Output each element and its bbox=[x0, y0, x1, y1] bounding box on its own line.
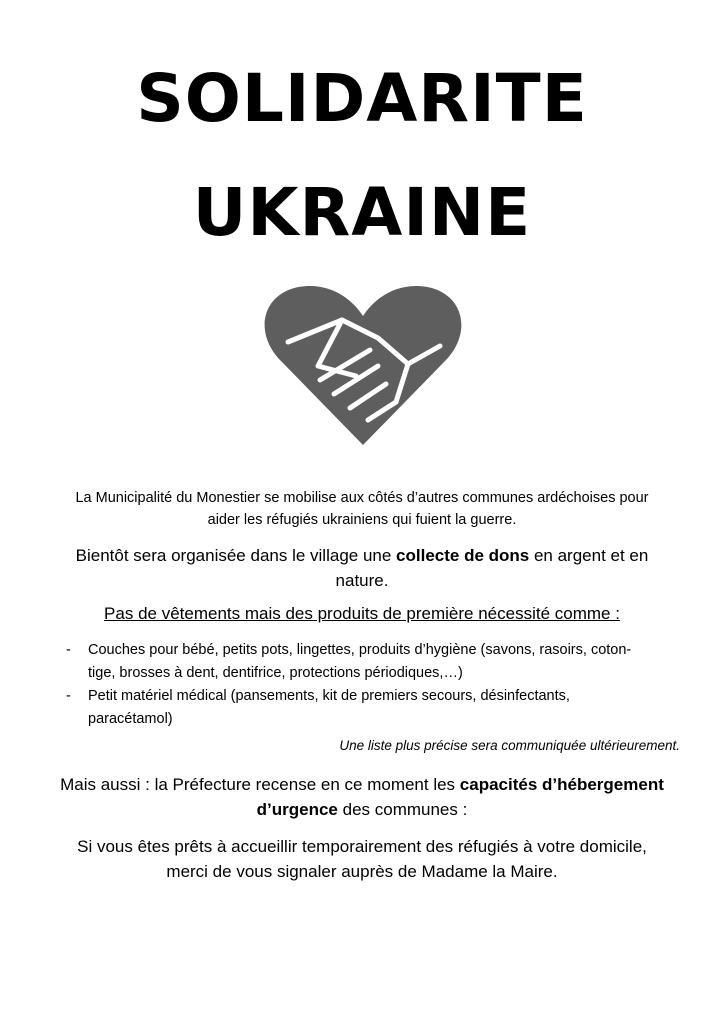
collecte-text-before: Bientôt sera organisée dans le village une bbox=[75, 546, 397, 565]
list-item-1-line-1: Couches pour bébé, petits pots, lingettes, produits d’hygiène (savons, rasoirs, coton- bbox=[88, 642, 632, 658]
si-line-1: Si vous êtes prêts à accueillir temporairement des réfugiés à votre domicile, bbox=[77, 837, 647, 856]
collecte-text-after: en argent et en bbox=[529, 546, 649, 565]
list-item-1-line-2: tige, brosses à dent, dentifrice, protections périodiques,…) bbox=[88, 665, 463, 681]
collecte-bold: collecte de dons bbox=[396, 546, 530, 565]
collecte-paragraph bbox=[40, 543, 684, 593]
heart-handshake-icon bbox=[258, 280, 468, 450]
list-dash: - bbox=[66, 642, 71, 658]
pas-de-vetements-heading: Pas de vêtements mais des produits de première nécessité comme : bbox=[104, 604, 620, 623]
aussi-text-after: des communes : bbox=[337, 800, 468, 819]
list-dash: - bbox=[66, 688, 71, 704]
title-line-2: UKRAINE bbox=[192, 174, 532, 251]
si-line-2: merci de vous signaler auprès de Madame la Maire. bbox=[166, 862, 558, 881]
list-item bbox=[66, 685, 686, 731]
list-item-2-line-2: paracétamol) bbox=[88, 711, 173, 727]
intro-paragraph bbox=[40, 487, 684, 531]
collecte-line-2: nature. bbox=[335, 571, 389, 590]
list-item-2-line-1: Petit matériel médical (pansements, kit de premiers secours, désinfectants, bbox=[88, 688, 570, 704]
aussi-bold-2: d’urgence bbox=[256, 800, 338, 819]
si-paragraph bbox=[40, 834, 684, 884]
aussi-bold-1: capacités d’hébergement bbox=[459, 775, 664, 794]
intro-line-1: La Municipalité du Monestier se mobilise aux côtés d’autres communes ardéchoises pour bbox=[75, 490, 649, 506]
aussi-text-before: Mais aussi : la Préfecture recense en ce moment les bbox=[60, 775, 460, 794]
liste-note: Une liste plus précise sera communiquée ultérieurement. bbox=[339, 738, 680, 753]
intro-line-2: aider les réfugiés ukrainiens qui fuient la guerre. bbox=[207, 512, 517, 528]
products-list bbox=[66, 639, 686, 731]
list-item bbox=[66, 639, 686, 685]
title-line-1: SOLIDARITE bbox=[136, 60, 588, 137]
aussi-paragraph bbox=[40, 772, 684, 822]
